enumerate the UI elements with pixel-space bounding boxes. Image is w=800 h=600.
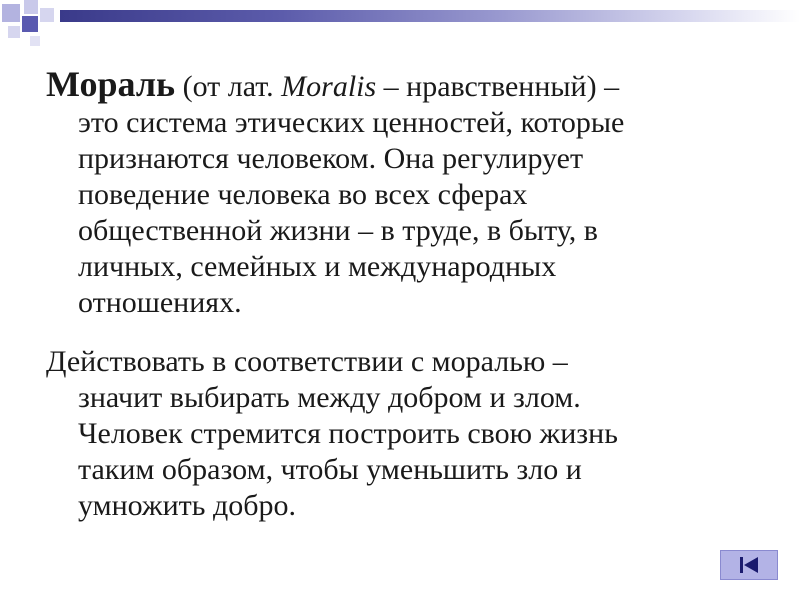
second-paragraph (46, 344, 776, 524)
paren-open: (от лат. (175, 70, 282, 103)
header-gradient-bar (60, 10, 800, 22)
definition-line: признаются человеком. Она регулирует (78, 142, 584, 175)
definition-line: общественной жизни – в труде, в быту, в (78, 214, 598, 247)
definition-first-line (46, 66, 776, 105)
definition-line: это система этических ценностей, которые (78, 106, 625, 139)
translation: – нравственный) – (376, 70, 620, 103)
skip-to-first-icon (736, 555, 762, 575)
decor-square (30, 36, 40, 46)
decor-square (24, 0, 38, 14)
definition-line: личных, семейных и международных (78, 250, 557, 283)
second-paragraph-first-line: Действовать в соответствии с моралью – (46, 345, 568, 378)
second-paragraph-line: таким образом, чтобы уменьшить зло и (78, 453, 582, 486)
second-paragraph-line: значит выбирать между добром и злом. (78, 381, 581, 414)
definition-line: поведение человека во всех сферах (78, 178, 528, 211)
first-slide-button[interactable] (720, 550, 778, 580)
term-title: Мораль (46, 64, 176, 104)
second-paragraph-line: Человек стремится построить свою жизнь (78, 417, 618, 450)
decor-square (22, 16, 38, 32)
latin-word: Moralis (281, 70, 377, 103)
decor-square (40, 8, 54, 22)
definition-paragraph (46, 66, 776, 321)
second-paragraph-line: умножить добро. (78, 489, 296, 522)
decor-square (8, 26, 20, 38)
definition-line: отношениях. (78, 286, 242, 319)
decor-square (2, 4, 20, 22)
